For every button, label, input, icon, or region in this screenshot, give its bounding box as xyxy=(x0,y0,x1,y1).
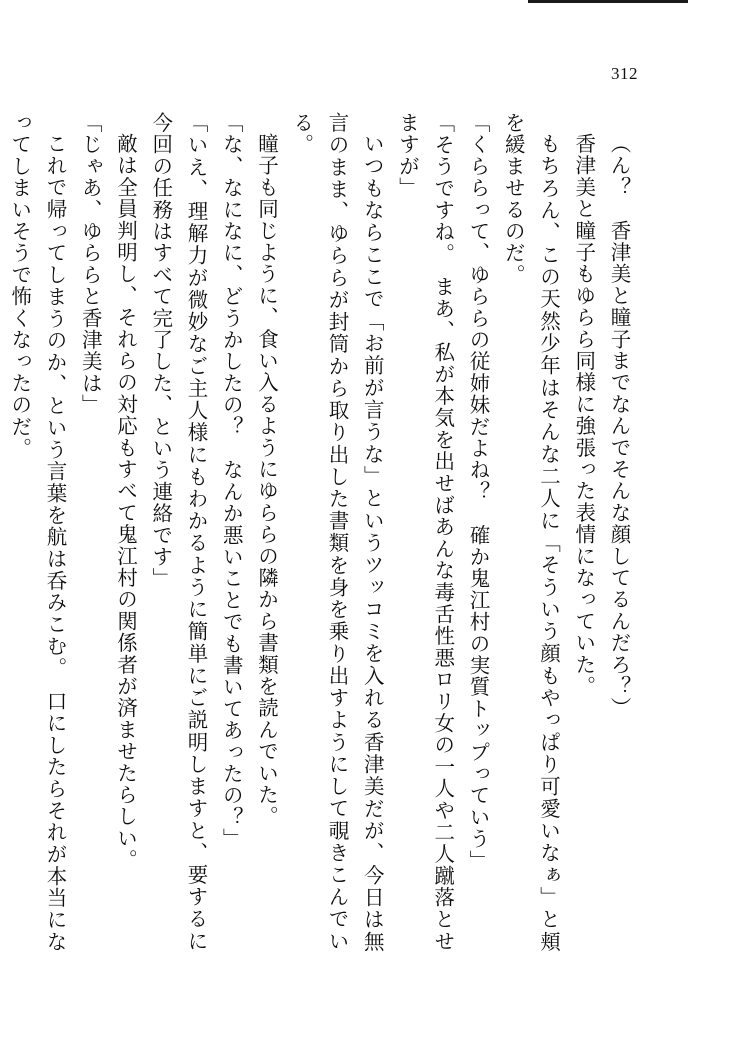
paragraph: 「いえ、理解力が微妙なご主人様にもわかるように簡単にご説明しますと、要するに今回の任務はすべて完了した、という連絡です」 xyxy=(148,112,208,952)
paragraph: 「くららって、ゆららの従姉妹だよね？ 確か鬼江村の実質トップっていう」 xyxy=(466,112,490,872)
paragraph: 「そうですね。 まあ、私が本気を出せばあんな毒舌性悪ロリ女の一人や二人蹴落とせますが」 xyxy=(395,112,455,952)
page-top-rule xyxy=(528,0,688,3)
paragraph: いつもならここで「お前が言うな」というツッコミを入れる香津美だが、今日は無言のまま、ゆららが封筒から取り出した書類を身を乗り出すようにして覗きこんでいる。 xyxy=(289,112,385,952)
paragraph: 香津美と瞳子もゆらら同様に強張った表情になっていた。 xyxy=(571,132,596,697)
paragraph: これで帰ってしまうのか、という言葉を航は呑みこむ。 口にしたらそれが本当になってしまいそうで怖くなったのだ。 xyxy=(7,112,67,952)
paragraph: もちろん、この天然少年はそんな二人に「そういう顔もやっぱり可愛いなぁ」と頬を緩ませるのだ。 xyxy=(501,112,561,952)
page-number: 312 xyxy=(611,64,638,83)
paragraph: 瞳子も同じように、食い入るようにゆららの隣から書類を読んでいた。 xyxy=(254,132,279,827)
paragraph: （ん？ 香津美と瞳子までなんでそんな顔してるんだろ？） xyxy=(607,132,631,719)
paragraph: 「じゃあ、ゆららと香津美は」 xyxy=(78,112,103,416)
paragraph: 敵は全員判明し、それらの対応もすべて鬼江村の関係者が済ませたらしい。 xyxy=(113,132,138,871)
body-text-block xyxy=(7,112,636,952)
paragraph: 「な、なになに、どうかしたの？ なんか悪いことでも書いてあったの？」 xyxy=(219,112,244,850)
